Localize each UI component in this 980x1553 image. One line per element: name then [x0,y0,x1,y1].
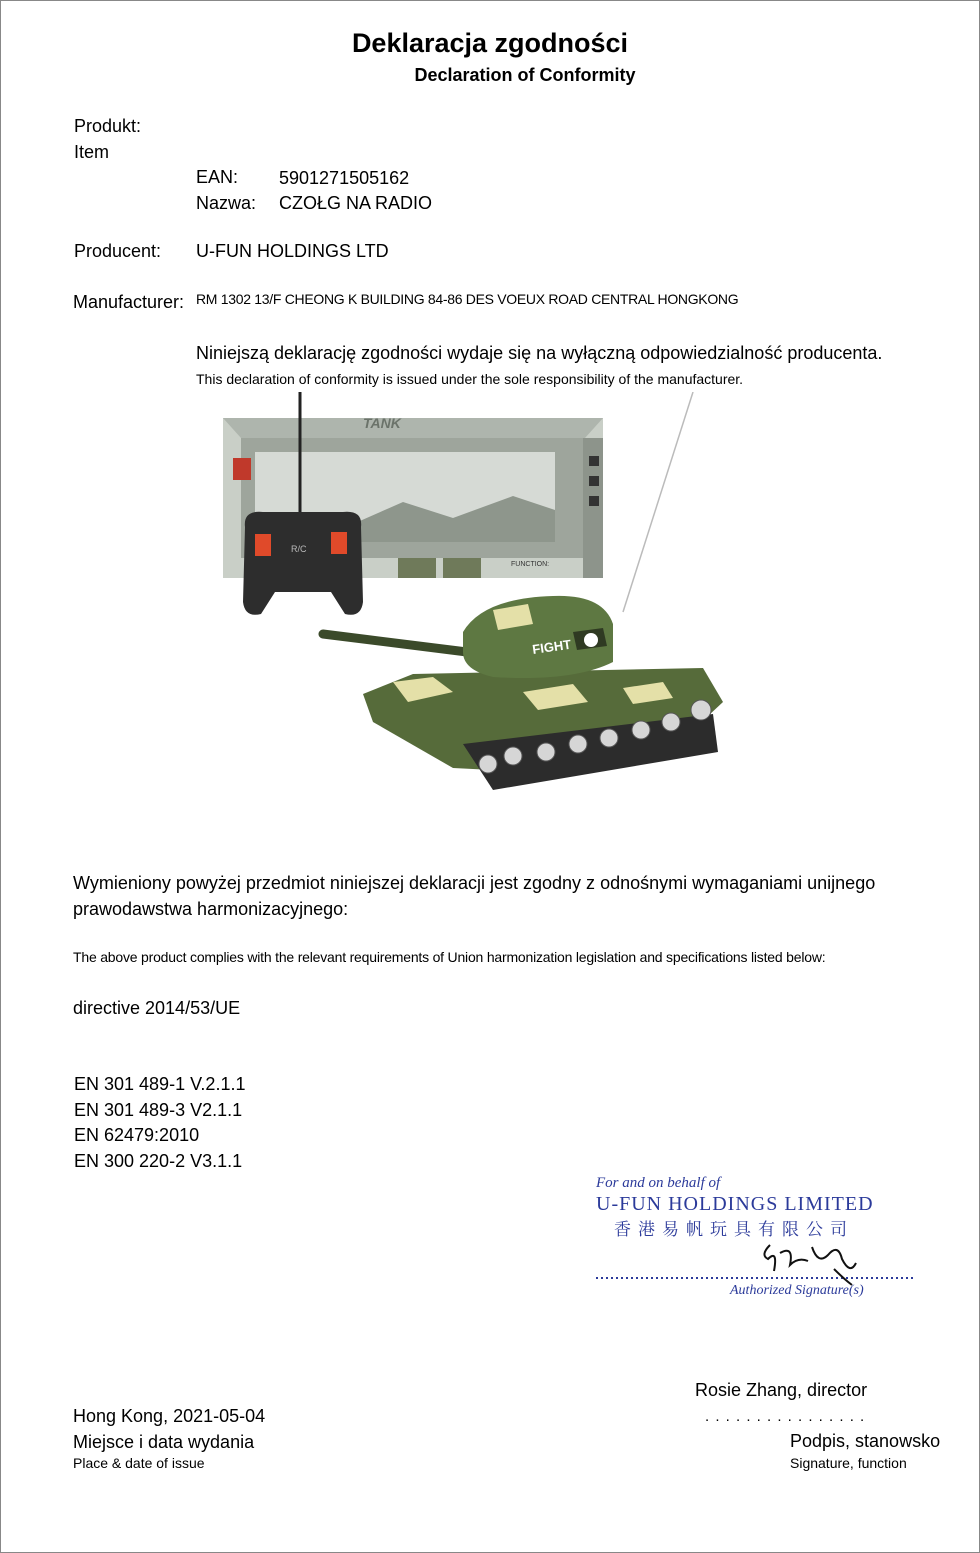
signature-label-pl: Podpis, stanowsko [790,1431,941,1451]
document-subtitle: Declaration of Conformity [414,65,636,85]
signatory-name: Rosie Zhang, director [695,1380,868,1400]
producer-name: U-FUN HOLDINGS LTD [196,241,389,261]
standard-1: EN 301 489-1 V.2.1.1 [74,1074,246,1094]
box-logo: TANK [363,415,401,431]
stamp-authorized: Authorized Signature(s) [730,1283,864,1298]
stamp-company-name: U-FUN HOLDINGS LIMITED [596,1193,874,1215]
stamp-on-behalf: For and on behalf of [596,1175,721,1191]
tank-label: FIGHT [531,636,573,657]
place-label-pl: Miejsce i data wydania [73,1432,255,1452]
product-label-en: Item [74,142,110,162]
responsibility-en: This declaration of conformity is issued under the sole responsibility of the manufacturer. [196,371,744,387]
signature-dots: . . . . . . . . . . . . . . . . [705,1408,866,1425]
ean-label: EAN: [196,167,239,187]
compliance-pl-line2: prawodawstwa harmonizacyjnego: [73,899,349,919]
standard-2: EN 301 489-3 V2.1.1 [74,1100,243,1120]
product-photo [193,392,757,816]
producer-label-pl: Producent: [74,241,162,261]
compliance-pl-line1: Wymieniony powyżej przedmiot niniejszej deklaracji jest zgodny z odnośnymi wymaganiami unijnego [73,873,876,893]
signature-label-en: Signature, function [790,1455,907,1471]
ean-value: 5901271505162 [279,168,410,188]
box-function-label: FUNCTION: [511,561,550,568]
name-value: CZOŁG NA RADIO [279,193,433,213]
standard-4: EN 300 220-2 V3.1.1 [74,1151,243,1171]
place-label-en: Place & date of issue [73,1455,205,1471]
remote-label: R/C [291,544,307,554]
directive: directive 2014/53/UE [73,998,241,1018]
compliance-en: The above product complies with the relevant requirements of Union harmonization legislation and specifications listed below: [73,949,826,965]
standard-3: EN 62479:2010 [74,1125,200,1145]
producer-label-en: Manufacturer: [73,292,185,312]
product-label-pl: Produkt: [74,116,142,136]
document-title: Deklaracja zgodności [351,28,629,58]
place-date: Hong Kong, 2021-05-04 [73,1406,266,1426]
responsibility-pl: Niniejszą deklarację zgodności wydaje się na wyłączną odpowiedzialność producenta. [196,343,883,363]
stamp-company-chinese: 香港易帆玩具有限公司 [614,1220,854,1240]
name-label: Nazwa: [196,193,257,213]
producer-address: RM 1302 13/F CHEONG K BUILDING 84-86 DES VOEUX ROAD CENTRAL HONGKONG [196,291,739,307]
